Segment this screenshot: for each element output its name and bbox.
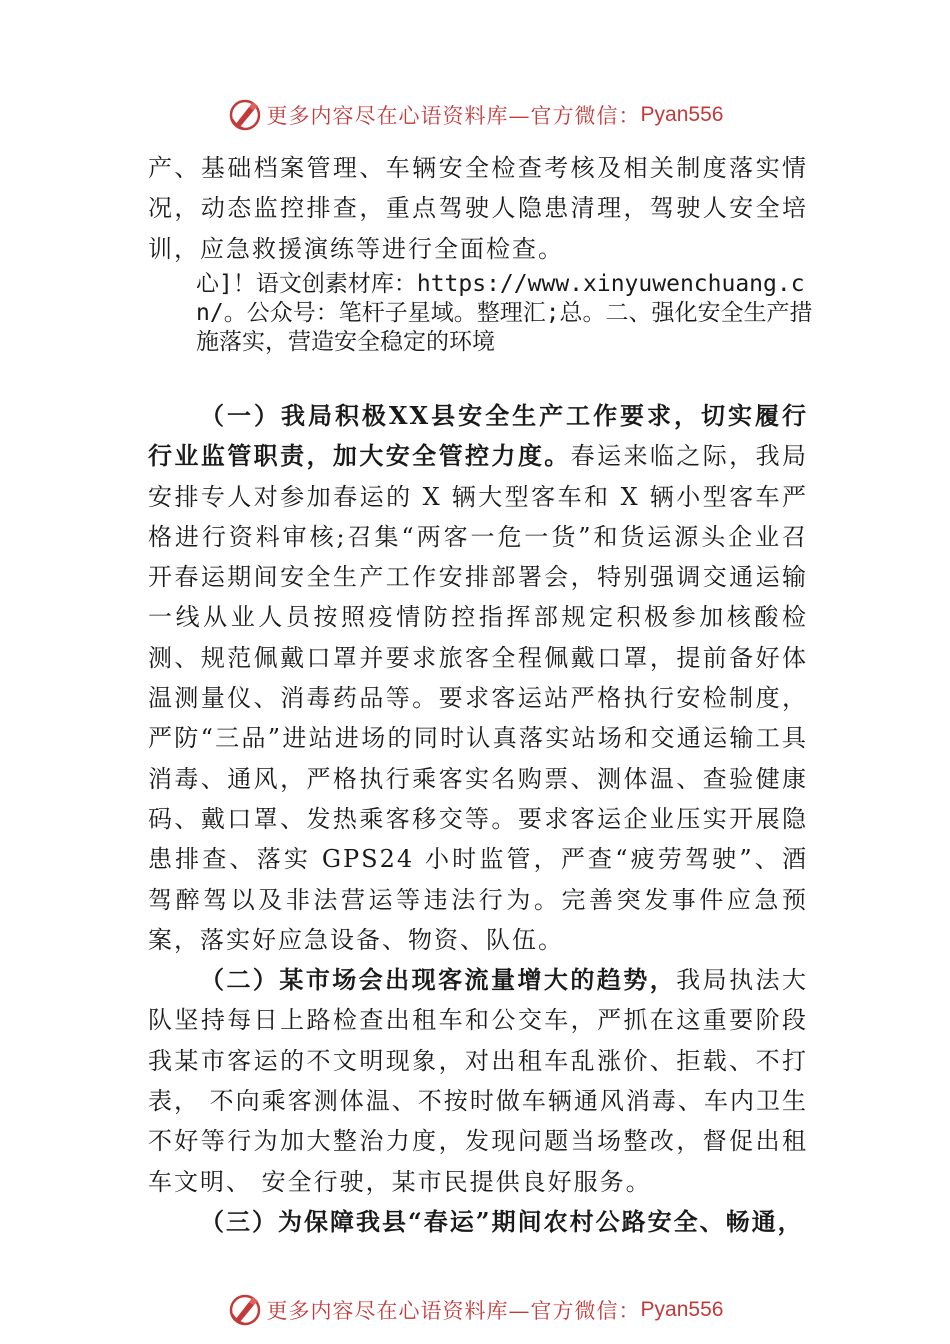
source-note: 心]！语文创素材库：https://www.xinyuwenchuang.cn/。公众号：笔杆子星域。整理汇;总。二、强化安全生产措施落实，营造安全稳定的环境 — [196, 271, 813, 355]
paragraph-1-body: 春运来临之际，我局安排专人对参加春运的 X 辆大型客车和 X 辆小型客车严格进行资料审核;召集“两客一危一货”和货运源头企业召开春运期间安全生产工作安排部署会，特别强调交通运输一线从业人员按照疫情防控指挥部规定积极参加核酸检测、规范佩戴口罩并要求旅客全程佩戴口罩，提前备好体温测量仪、消毒药品等。要求客运站严格执行安检制度，严防“三品”进站进场的同时认真落实站场和交通运输工具消毒、通风，严格执行乘客实名购票、测体温、查验健康码、戴口罩、发热乘客移交等。要求客运企业压实开展隐患排查、落实 GPS24 小时监管，严查“疲劳驾驶”、酒驾醉驾以及非法营运等违法行为。完善突发事件应急预案，落实好应急设备、物资、队伍。 — [148, 442, 809, 954]
paragraph-2 — [148, 960, 808, 1202]
paragraph-3 — [148, 1202, 808, 1242]
paragraph-2-heading: （二）某市场会出现客流量增大的趋势， — [200, 965, 677, 995]
paragraph-1-heading: （一）我局积极XX县安全生产工作要求，切实履行行业监管职责，加大安全管控力度。 — [148, 401, 808, 471]
footer-banner — [0, 1290, 950, 1330]
footer-banner-text: 更多内容尽在心语资料库—官方微信： — [266, 1299, 641, 1323]
paragraph-1 — [148, 396, 808, 960]
header-banner-text: 更多内容尽在心语资料库—官方微信： — [266, 104, 641, 128]
intro-section — [148, 148, 808, 269]
pen-nib-logo-icon — [227, 1292, 263, 1328]
header-wechat-id: Pyan556 — [640, 103, 724, 126]
footer-wechat-id: Pyan556 — [640, 1298, 724, 1321]
main-section — [148, 396, 808, 1242]
pen-nib-logo-icon — [227, 97, 263, 133]
header-banner — [0, 95, 950, 135]
intro-paragraph: 产、基础档案管理、车辆安全检查考核及相关制度落实情况，动态监控排查，重点驾驶人隐患清理，驾驶人安全培训，应急救援演练等进行全面检查。 — [148, 154, 808, 263]
paragraph-3-heading: （三）为保障我县“春运”期间农村公路安全、畅通， — [200, 1206, 804, 1236]
paragraph-2-body: 我局执法大队坚持每日上路检查出租车和公交车，严抓在这重要阶段我某市客运的不文明现象，对出租车乱涨价、拒载、不打表， 不向乘客测体温、不按时做车辆通风消毒、车内卫生不好等行为加大整治力度，发现问题当场整改，督促出租车文明、 安全行驶，某市民提供良好服务。 — [148, 966, 809, 1196]
